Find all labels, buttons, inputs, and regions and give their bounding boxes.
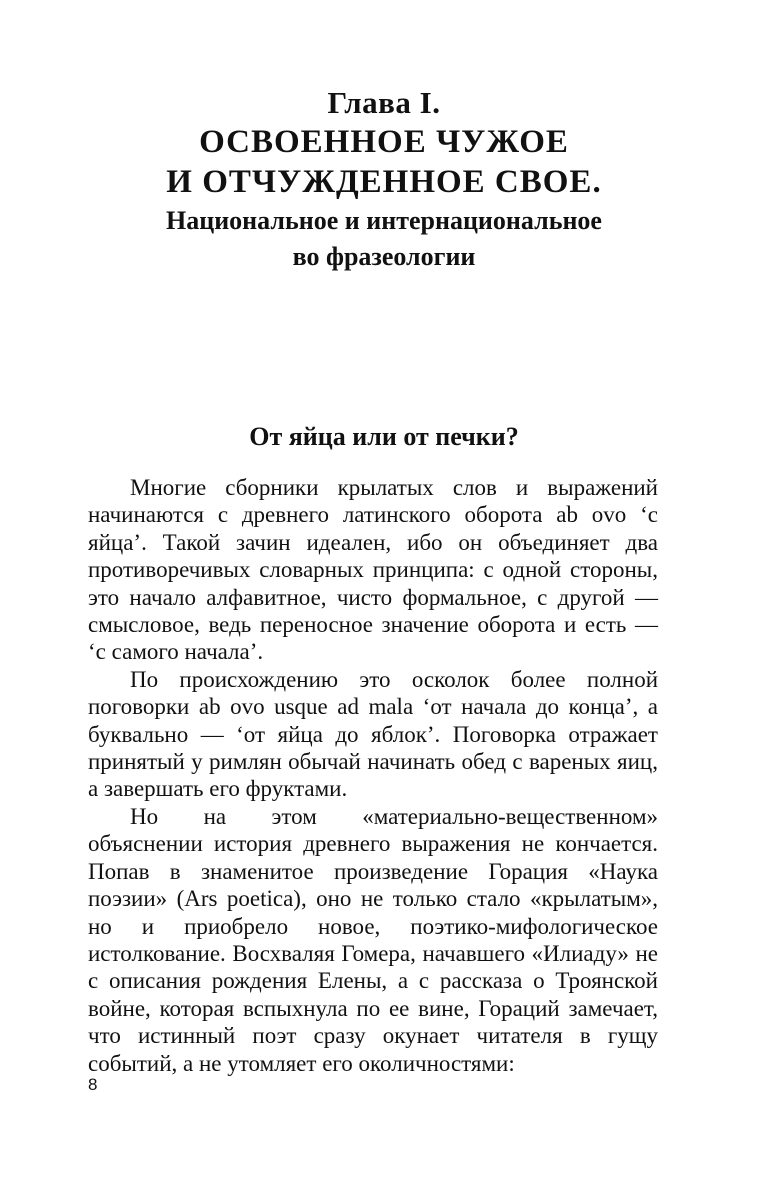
chapter-title-line-1: ОСВОЕННОЕ ЧУЖОЕ (199, 124, 569, 160)
page-number: 8 (88, 1075, 98, 1094)
chapter-title-line-2: И ОТЧУЖДЕННОЕ СВОЕ. (166, 164, 602, 200)
paragraph: По происхождению это осколок более полной поговорки ab ovo usque ad mala ‘от начала до конца’, а буквально — ‘от яйца до яблок’. Поговорка отражает принятый у римлян обычай начинать обед с вареных яиц, а завершать его фруктами. (88, 666, 658, 802)
section-title: От яйца или от печки? (249, 422, 519, 451)
chapter-heading (0, 84, 768, 274)
body-text (88, 474, 658, 1077)
chapter-subtitle-line-1: Национальное и интернациональное (166, 206, 602, 235)
chapter-number: Глава I. (327, 85, 441, 120)
paragraph: Многие сборники крылатых слов и выражений начинаются с древнего латинского оборота ab ovo ‘с яйца’. Такой зачин идеален, ибо он объединяет два противоречивых словарных принципа: с одной стороны, это начало алфавитное, чисто формальное, с другой — смысловое, ведь переносное значение оборота и есть — ‘с самого начала’. (88, 475, 658, 665)
chapter-subtitle-line-2: во фразеологии (292, 242, 476, 271)
paragraph: Но на этом «материально-вещественном» объяснении история древнего выражения не кончается. Попав в знаменитое произведение Горация «Наука поэзии» (Ars poetica), оно не только стало «крылатым», но и приобрело новое, поэтико-мифологическое истолкование. Восхваляя Гомера, начавшего «Илиаду» не с описания рождения Елены, а с рассказа о Троянской войне, которая вспыхнула по ее вине, Гораций замечает, что истинный поэт сразу окунает читателя в гущу событий, а не утомляет его околичностями: (88, 803, 658, 1076)
